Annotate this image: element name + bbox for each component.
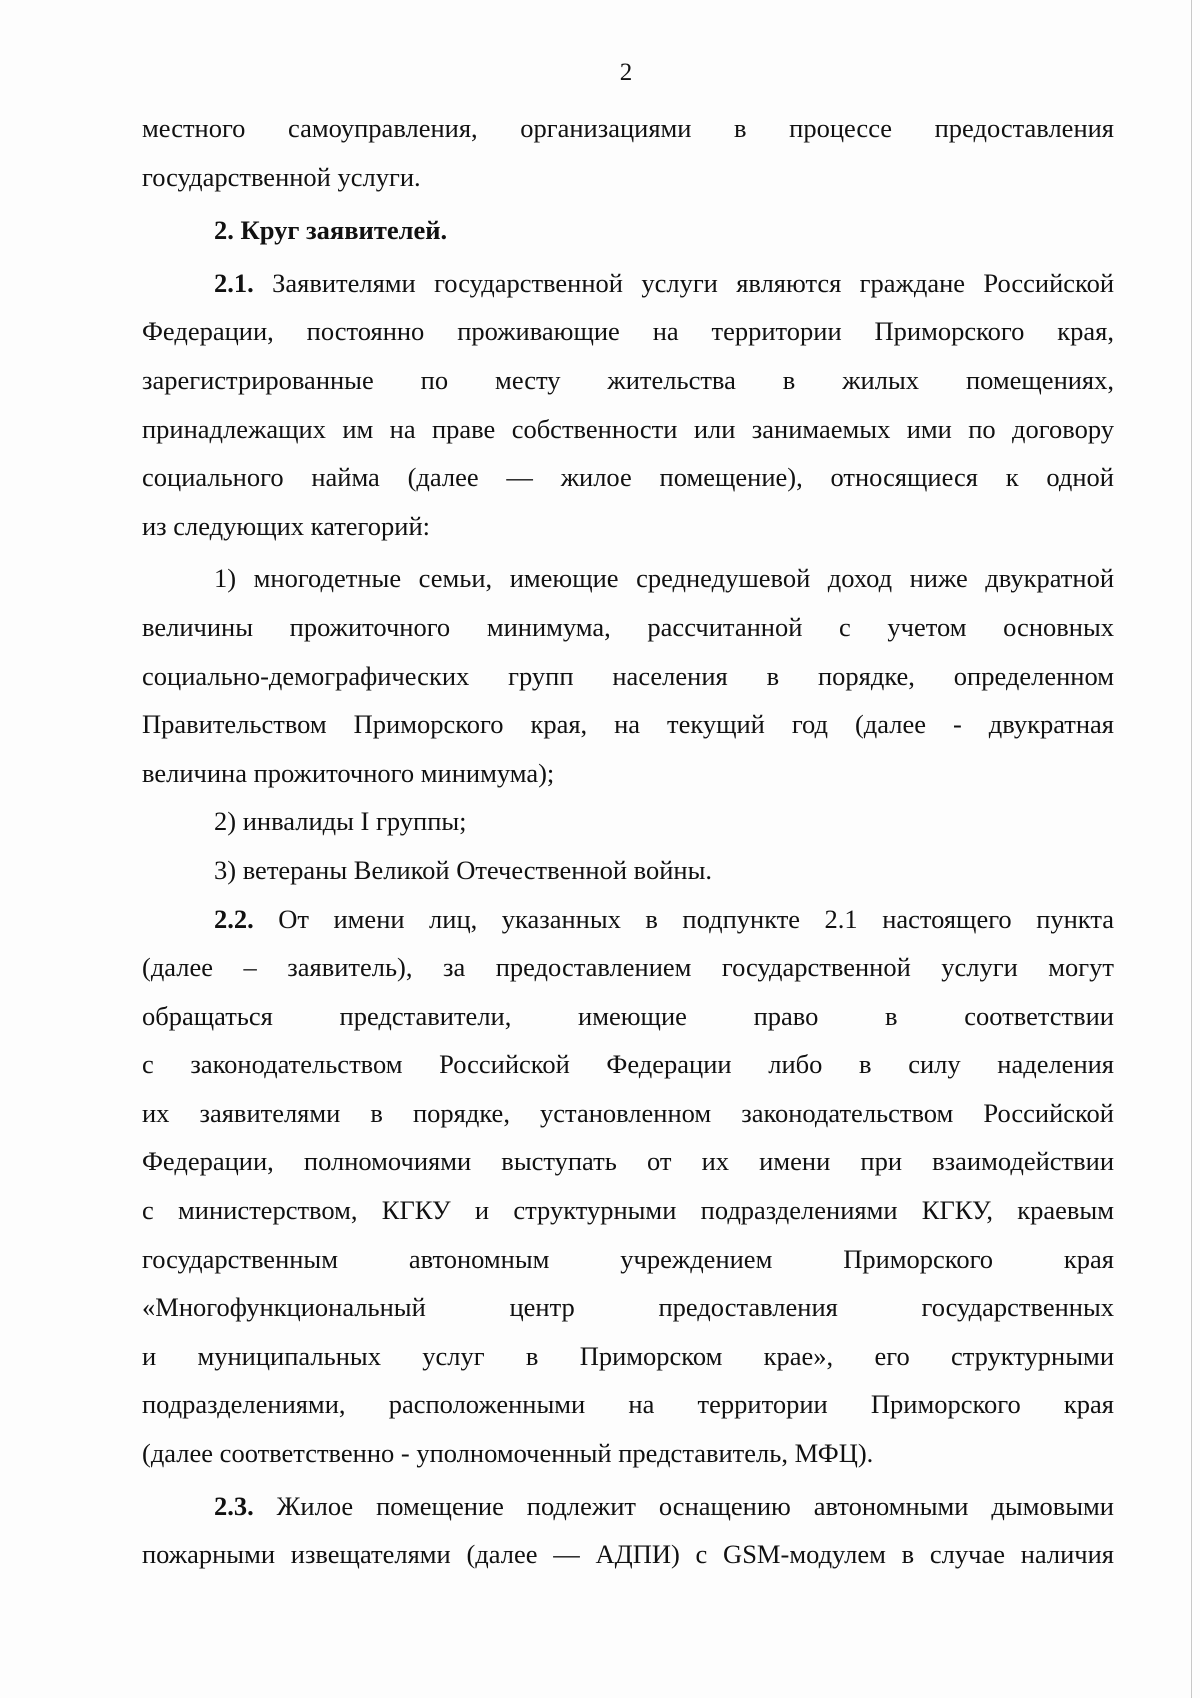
text-line: принадлежащих им на праве собственности или занимаемых ими по договору: [142, 413, 1114, 444]
text-line: величина прожиточного минимума);: [142, 757, 555, 788]
text-line: обращаться представители, имеющие право в соответствии: [142, 1000, 1114, 1031]
text-line: Правительством Приморского края, на текущий год (далее - двукратная: [142, 709, 1114, 740]
text-line: местного самоуправления, организациями в процессе предоставления: [142, 113, 1114, 143]
text-line: и муниципальных услуг в Приморском крае», его структурными: [142, 1340, 1114, 1371]
page-number: 2: [619, 59, 633, 86]
text-line: «Многофункциональный центр предоставления государственных: [142, 1292, 1114, 1323]
text-line: социально-демографических групп населения в порядке, определенном: [142, 660, 1114, 691]
paragraph-2-3-line: 2.3. Жилое помещение подлежит оснащению автономными дымовыми: [214, 1490, 1114, 1521]
paragraph-2-2-line: 2.2. От имени лиц, указанных в подпункте 2.1 настоящего пункта: [214, 903, 1114, 934]
text-line: Федерации, постоянно проживающие на территории Приморского края,: [142, 316, 1114, 347]
text-line: с законодательством Российской Федерации либо в силу наделения: [142, 1049, 1114, 1080]
text-line: зарегистрированные по месту жительства в жилых помещениях,: [142, 364, 1114, 395]
text-line: (далее – заявитель), за предоставлением государственной услуги могут: [142, 952, 1114, 983]
text-line: социального найма (далее — жилое помещение), относящиеся к одной: [142, 462, 1114, 493]
text-line: их заявителями в порядке, установленном законодательством Российской: [142, 1097, 1114, 1128]
clause-number: 2.2.: [214, 903, 254, 934]
text-line: с министерством, КГКУ и структурными подразделениями КГКУ, краевым: [142, 1195, 1114, 1226]
section-heading: 2. Круг заявителей.: [214, 215, 448, 246]
list-item-1: 1) многодетные семьи, имеющие среднедушевой доход ниже двукратной: [214, 563, 1114, 594]
list-item-3: 3) ветераны Великой Отечественной войны.: [214, 854, 713, 885]
clause-number: 2.1.: [214, 267, 254, 298]
paragraph-2-1-line: 2.1. Заявителями государственной услуги являются граждане Российской: [214, 267, 1114, 298]
text-line: пожарными извещателями (далее — АДПИ) с GSM-модулем в случае наличия: [142, 1539, 1114, 1570]
clause-number: 2.3.: [214, 1490, 254, 1521]
list-item-2: 2) инвалиды I группы;: [214, 806, 467, 837]
text-line: (далее соответственно - уполномоченный представитель, МФЦ).: [142, 1438, 874, 1469]
text-line: подразделениями, расположенными на территории Приморского края: [142, 1389, 1114, 1420]
text-line: государственной услуги.: [142, 161, 421, 192]
text-line: Федерации, полномочиями выступать от их имени при взаимодействии: [142, 1146, 1114, 1177]
document-body: [142, 104, 1114, 1579]
text-line: из следующих категорий:: [142, 510, 430, 541]
text-line: величины прожиточного минимума, рассчитанной с учетом основных: [142, 611, 1114, 642]
text-line: государственным автономным учреждением Приморского края: [142, 1243, 1114, 1274]
